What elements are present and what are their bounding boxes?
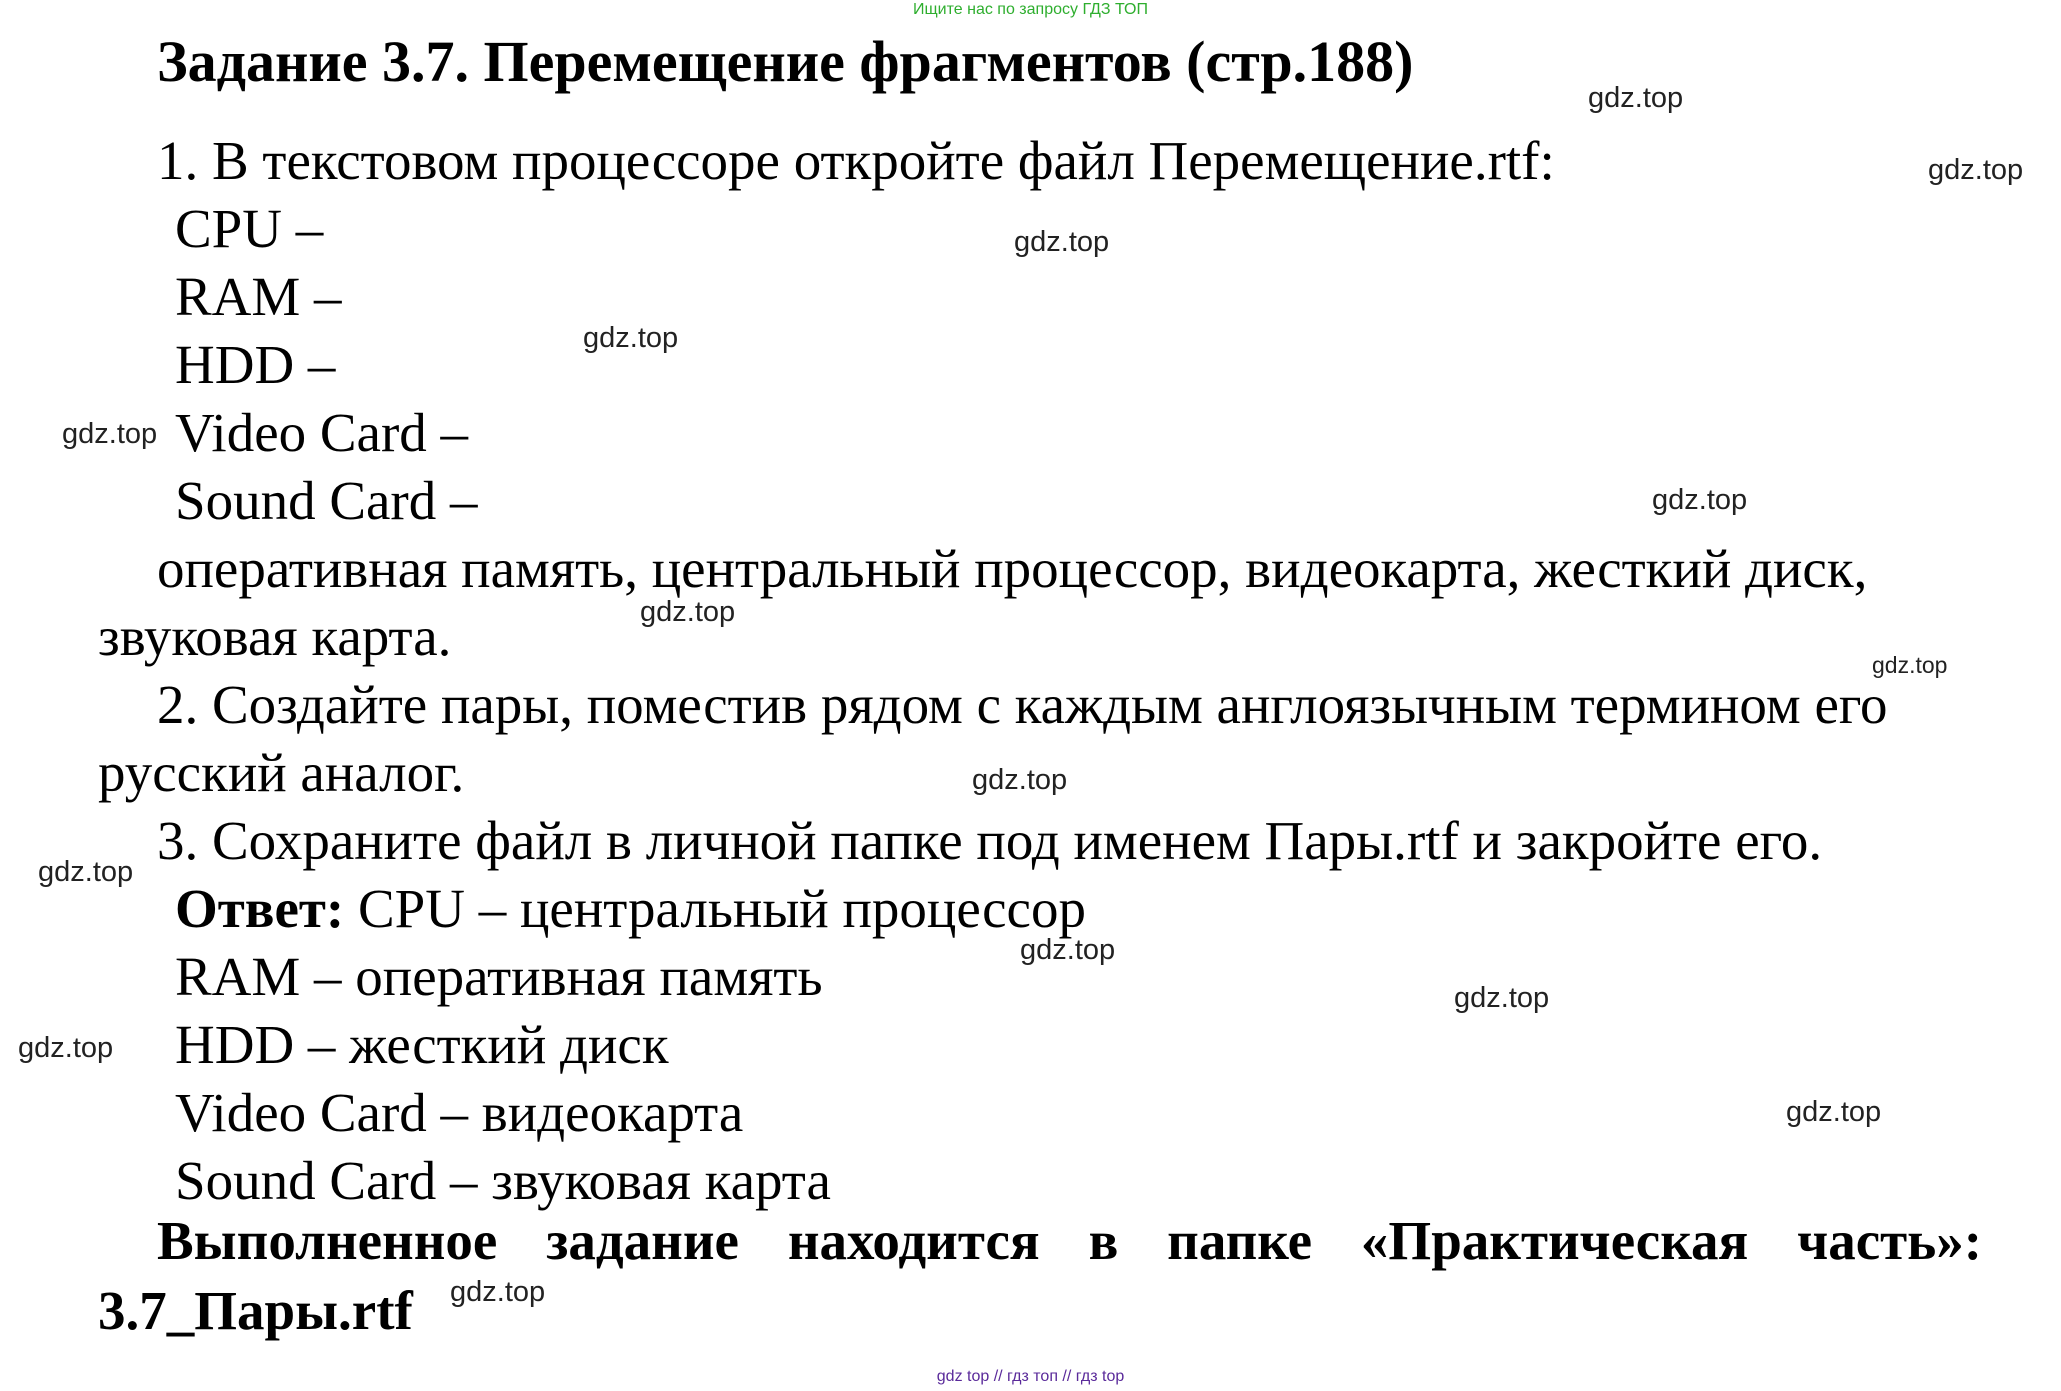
term-cpu: CPU – — [175, 198, 324, 259]
step-2-line-1: 2. Создайте пары, поместив рядом с каждым англоязычным термином его — [157, 674, 1888, 735]
completed-note-line-1 — [157, 1209, 1982, 1272]
term-video-card: Video Card – — [175, 402, 469, 463]
answer-video-card: Video Card – видеокарта — [175, 1082, 744, 1143]
russian-terms-line-1: оперативная память, центральный процессор, видеокарта, жесткий диск, — [157, 538, 1868, 599]
step-1: 1. В текстовом процессоре откройте файл Перемещение.rtf: — [157, 130, 1555, 191]
answer-ram: RAM – оперативная память — [175, 946, 823, 1007]
watermark: gdz.top — [1652, 484, 1748, 516]
top-banner: Ищите нас по запросу ГДЗ ТОП — [913, 1, 1148, 18]
answer-hdd: HDD – жесткий диск — [175, 1014, 669, 1075]
watermark: gdz.top — [1020, 934, 1116, 966]
watermark: gdz.top — [18, 1032, 114, 1064]
step-3: 3. Сохраните файл в личной папке под именем Пары.rtf и закройте его. — [157, 810, 1823, 871]
watermark: gdz.top — [62, 418, 158, 450]
footer: gdz top // гдз топ // гдз top — [936, 1368, 1125, 1385]
completed-word: «Практическая — [1360, 1210, 1749, 1271]
watermark: gdz.top — [1786, 1096, 1882, 1128]
completed-word: в — [1088, 1210, 1119, 1271]
answer-line-1 — [175, 875, 1086, 943]
watermark: gdz.top — [450, 1276, 546, 1308]
watermark: gdz.top — [38, 856, 134, 888]
step-2-line-2: русский аналог. — [98, 742, 465, 803]
completed-word: Выполненное — [157, 1210, 498, 1271]
answer-sound-card: Sound Card – звуковая карта — [175, 1150, 831, 1211]
watermark: gdz.top — [1588, 82, 1684, 114]
completed-word: находится — [787, 1210, 1040, 1271]
completed-word: папке — [1167, 1210, 1313, 1271]
watermark: gdz.top — [640, 596, 736, 628]
answer-cpu: CPU – центральный процессор — [344, 878, 1086, 939]
answer-label: Ответ: — [175, 878, 345, 939]
watermark: gdz.top — [583, 322, 679, 354]
term-sound-card: Sound Card – — [175, 470, 478, 531]
term-ram: RAM – — [175, 266, 342, 327]
completed-file-name: 3.7_Пары.rtf — [98, 1280, 413, 1341]
term-hdd: HDD – — [175, 334, 336, 395]
watermark: gdz.top — [1014, 226, 1110, 258]
completed-word: задание — [546, 1210, 739, 1271]
watermark: gdz.top — [1928, 154, 2024, 186]
russian-terms-line-2: звуковая карта. — [98, 606, 452, 667]
page-title: Задание 3.7. Перемещение фрагментов (стр.188) — [157, 29, 1414, 94]
watermark: gdz.top — [1454, 982, 1550, 1014]
completed-word: часть»: — [1797, 1210, 1983, 1271]
watermark: gdz.top — [1872, 652, 1948, 678]
watermark: gdz.top — [972, 764, 1068, 796]
